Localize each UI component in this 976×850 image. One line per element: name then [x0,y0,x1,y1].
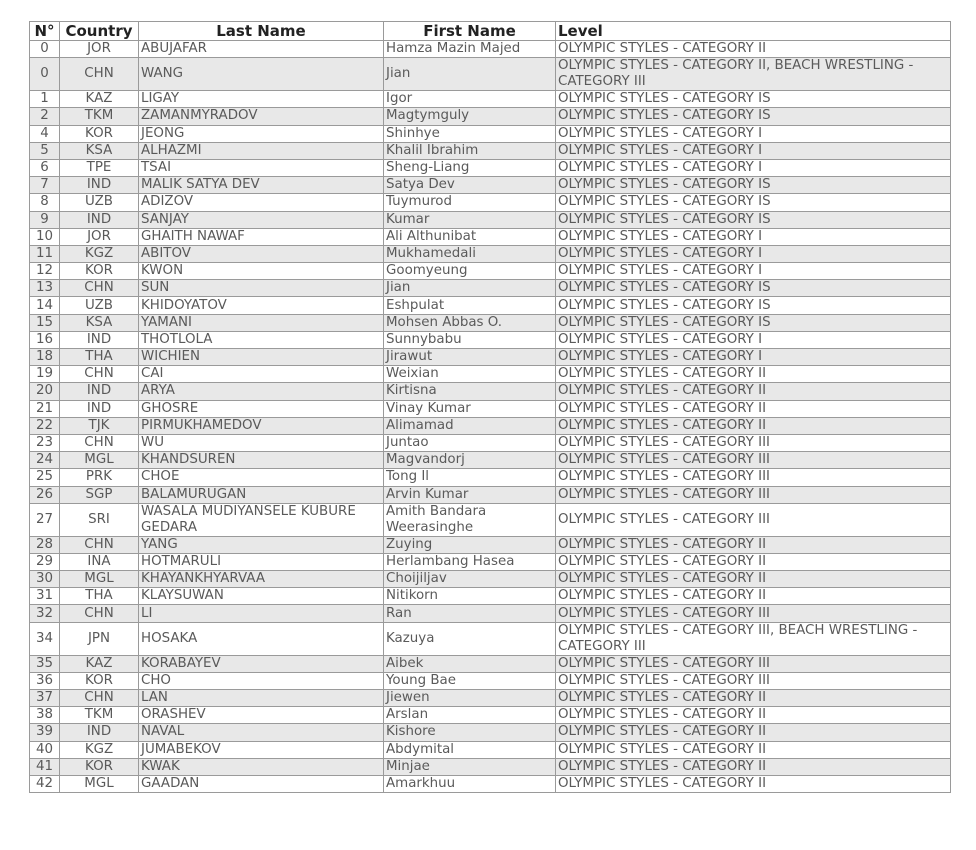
cell-last-name: JUMABEKOV [139,741,384,758]
cell-level: OLYMPIC STYLES - CATEGORY IS [556,314,951,331]
cell-number: 4 [30,125,60,142]
table-row [30,142,951,159]
cell-last-name: YANG [139,536,384,553]
cell-country: KAZ [60,655,139,672]
cell-number: 37 [30,690,60,707]
cell-country: KOR [60,758,139,775]
cell-last-name: ARYA [139,383,384,400]
cell-first-name: Tong Il [384,469,556,486]
cell-country: KOR [60,263,139,280]
table-row [30,314,951,331]
cell-level: OLYMPIC STYLES - CATEGORY III [556,672,951,689]
cell-country: CHN [60,366,139,383]
cell-number: 15 [30,314,60,331]
table-row [30,91,951,108]
table-row [30,741,951,758]
cell-country: CHN [60,58,139,91]
table-row [30,571,951,588]
table-row [30,400,951,417]
cell-level: OLYMPIC STYLES - CATEGORY II, BEACH WRESTLING - CATEGORY III [556,58,951,91]
table-header-row [30,22,951,41]
cell-level: OLYMPIC STYLES - CATEGORY II [556,366,951,383]
cell-country: THA [60,588,139,605]
table-row [30,159,951,176]
table-row [30,41,951,58]
cell-last-name: WASALA MUDIYANSELE KUBURE GEDARA [139,503,384,536]
referees-table [29,21,951,793]
cell-country: SGP [60,486,139,503]
cell-level: OLYMPIC STYLES - CATEGORY II [556,553,951,570]
cell-number: 38 [30,707,60,724]
cell-first-name: Satya Dev [384,177,556,194]
cell-country: CHN [60,605,139,622]
cell-first-name: Juntao [384,434,556,451]
cell-number: 31 [30,588,60,605]
cell-last-name: YAMANI [139,314,384,331]
cell-level: OLYMPIC STYLES - CATEGORY I [556,349,951,366]
cell-number: 28 [30,536,60,553]
cell-country: IND [60,211,139,228]
cell-last-name: CAI [139,366,384,383]
cell-first-name: Minjae [384,758,556,775]
cell-country: IND [60,177,139,194]
cell-country: MGL [60,571,139,588]
cell-country: IND [60,400,139,417]
cell-country: KSA [60,142,139,159]
cell-country: KOR [60,672,139,689]
cell-number: 23 [30,434,60,451]
table-body [30,41,951,793]
cell-first-name: Ali Althunibat [384,228,556,245]
cell-level: OLYMPIC STYLES - CATEGORY II [556,536,951,553]
cell-first-name: Arvin Kumar [384,486,556,503]
cell-level: OLYMPIC STYLES - CATEGORY II [556,588,951,605]
cell-number: 29 [30,553,60,570]
cell-level: OLYMPIC STYLES - CATEGORY IS [556,108,951,125]
cell-country: MGL [60,775,139,792]
cell-last-name: TSAI [139,159,384,176]
cell-country: KAZ [60,91,139,108]
cell-first-name: Vinay Kumar [384,400,556,417]
table-row [30,263,951,280]
cell-number: 41 [30,758,60,775]
header-last-name: Last Name [139,22,384,41]
cell-country: KOR [60,125,139,142]
cell-number: 27 [30,503,60,536]
cell-number: 10 [30,228,60,245]
table-row [30,125,951,142]
cell-last-name: NAVAL [139,724,384,741]
cell-first-name: Arslan [384,707,556,724]
cell-last-name: ORASHEV [139,707,384,724]
cell-last-name: JEONG [139,125,384,142]
table-row [30,503,951,536]
table-row [30,553,951,570]
cell-first-name: Alimamad [384,417,556,434]
cell-first-name: Young Bae [384,672,556,689]
cell-number: 11 [30,245,60,262]
cell-first-name: Mukhamedali [384,245,556,262]
table-row [30,469,951,486]
header-level: Level [556,22,951,41]
cell-first-name: Kirtisna [384,383,556,400]
cell-last-name: KHIDOYATOV [139,297,384,314]
cell-last-name: MALIK SATYA DEV [139,177,384,194]
cell-level: OLYMPIC STYLES - CATEGORY III [556,469,951,486]
cell-level: OLYMPIC STYLES - CATEGORY III [556,503,951,536]
cell-last-name: GHAITH NAWAF [139,228,384,245]
table-row [30,775,951,792]
cell-level: OLYMPIC STYLES - CATEGORY III [556,434,951,451]
cell-first-name: Kazuya [384,622,556,655]
cell-level: OLYMPIC STYLES - CATEGORY IS [556,194,951,211]
table-row [30,297,951,314]
cell-country: KGZ [60,245,139,262]
cell-first-name: Kishore [384,724,556,741]
cell-first-name: Weixian [384,366,556,383]
cell-first-name: Aibek [384,655,556,672]
cell-number: 12 [30,263,60,280]
table-row [30,383,951,400]
cell-last-name: ABUJAFAR [139,41,384,58]
cell-number: 21 [30,400,60,417]
cell-number: 5 [30,142,60,159]
cell-first-name: Jian [384,280,556,297]
cell-level: OLYMPIC STYLES - CATEGORY II [556,758,951,775]
cell-last-name: GAADAN [139,775,384,792]
cell-number: 18 [30,349,60,366]
cell-first-name: Zuying [384,536,556,553]
cell-country: JPN [60,622,139,655]
cell-last-name: ALHAZMI [139,142,384,159]
cell-first-name: Choijiljav [384,571,556,588]
cell-last-name: PIRMUKHAMEDOV [139,417,384,434]
cell-country: TKM [60,707,139,724]
table-row [30,655,951,672]
header-first-name: First Name [384,22,556,41]
cell-level: OLYMPIC STYLES - CATEGORY I [556,142,951,159]
cell-number: 26 [30,486,60,503]
cell-country: JOR [60,41,139,58]
cell-level: OLYMPIC STYLES - CATEGORY IS [556,280,951,297]
cell-last-name: WU [139,434,384,451]
cell-level: OLYMPIC STYLES - CATEGORY II [556,383,951,400]
table-row [30,536,951,553]
cell-number: 9 [30,211,60,228]
cell-last-name: ZAMANMYRADOV [139,108,384,125]
cell-first-name: Sheng-Liang [384,159,556,176]
referees-table-container [29,21,951,793]
table-row [30,108,951,125]
cell-first-name: Abdymital [384,741,556,758]
cell-number: 1 [30,91,60,108]
cell-number: 36 [30,672,60,689]
cell-last-name: GHOSRE [139,400,384,417]
cell-first-name: Goomyeung [384,263,556,280]
cell-first-name: Magvandorj [384,452,556,469]
cell-first-name: Tuymurod [384,194,556,211]
cell-country: TPE [60,159,139,176]
table-row [30,211,951,228]
cell-last-name: CHOE [139,469,384,486]
cell-last-name: LI [139,605,384,622]
cell-country: KGZ [60,741,139,758]
cell-first-name: Herlambang Hasea [384,553,556,570]
cell-level: OLYMPIC STYLES - CATEGORY I [556,245,951,262]
cell-number: 32 [30,605,60,622]
cell-last-name: KWON [139,263,384,280]
table-row [30,690,951,707]
cell-last-name: HOTMARULI [139,553,384,570]
cell-number: 16 [30,331,60,348]
table-row [30,280,951,297]
cell-number: 19 [30,366,60,383]
cell-level: OLYMPIC STYLES - CATEGORY II [556,417,951,434]
cell-last-name: KORABAYEV [139,655,384,672]
cell-country: CHN [60,280,139,297]
cell-first-name: Magtymguly [384,108,556,125]
cell-first-name: Sunnybabu [384,331,556,348]
table-row [30,724,951,741]
table-row [30,605,951,622]
cell-number: 7 [30,177,60,194]
cell-level: OLYMPIC STYLES - CATEGORY III, BEACH WRESTLING - CATEGORY III [556,622,951,655]
header-number: N° [30,22,60,41]
cell-number: 30 [30,571,60,588]
cell-level: OLYMPIC STYLES - CATEGORY I [556,331,951,348]
cell-last-name: KHANDSUREN [139,452,384,469]
cell-level: OLYMPIC STYLES - CATEGORY III [556,452,951,469]
cell-level: OLYMPIC STYLES - CATEGORY III [556,605,951,622]
table-row [30,331,951,348]
cell-number: 14 [30,297,60,314]
cell-last-name: LIGAY [139,91,384,108]
cell-level: OLYMPIC STYLES - CATEGORY II [556,775,951,792]
cell-first-name: Ran [384,605,556,622]
table-row [30,245,951,262]
table-row [30,758,951,775]
cell-country: PRK [60,469,139,486]
cell-last-name: CHO [139,672,384,689]
cell-first-name: Jiewen [384,690,556,707]
cell-level: OLYMPIC STYLES - CATEGORY IS [556,297,951,314]
table-row [30,58,951,91]
table-row [30,228,951,245]
cell-country: IND [60,383,139,400]
cell-number: 0 [30,58,60,91]
cell-last-name: KLAYSUWAN [139,588,384,605]
cell-last-name: THOTLOLA [139,331,384,348]
table-row [30,452,951,469]
cell-last-name: WANG [139,58,384,91]
cell-country: MGL [60,452,139,469]
cell-country: JOR [60,228,139,245]
cell-number: 34 [30,622,60,655]
cell-country: KSA [60,314,139,331]
table-row [30,417,951,434]
table-row [30,434,951,451]
cell-country: INA [60,553,139,570]
cell-level: OLYMPIC STYLES - CATEGORY I [556,228,951,245]
cell-number: 2 [30,108,60,125]
cell-level: OLYMPIC STYLES - CATEGORY IS [556,91,951,108]
cell-level: OLYMPIC STYLES - CATEGORY II [556,41,951,58]
table-row [30,707,951,724]
cell-number: 8 [30,194,60,211]
cell-number: 35 [30,655,60,672]
cell-last-name: SANJAY [139,211,384,228]
cell-number: 13 [30,280,60,297]
cell-level: OLYMPIC STYLES - CATEGORY IS [556,177,951,194]
cell-level: OLYMPIC STYLES - CATEGORY II [556,724,951,741]
table-row [30,486,951,503]
cell-country: UZB [60,297,139,314]
cell-country: CHN [60,536,139,553]
cell-country: IND [60,331,139,348]
cell-country: IND [60,724,139,741]
cell-last-name: BALAMURUGAN [139,486,384,503]
cell-first-name: Jian [384,58,556,91]
cell-last-name: LAN [139,690,384,707]
cell-number: 22 [30,417,60,434]
cell-last-name: SUN [139,280,384,297]
table-row [30,672,951,689]
cell-first-name: Igor [384,91,556,108]
cell-level: OLYMPIC STYLES - CATEGORY III [556,655,951,672]
table-row [30,177,951,194]
cell-first-name: Amith Bandara Weerasinghe [384,503,556,536]
cell-number: 24 [30,452,60,469]
cell-first-name: Mohsen Abbas O. [384,314,556,331]
cell-last-name: ADIZOV [139,194,384,211]
cell-last-name: KWAK [139,758,384,775]
cell-country: UZB [60,194,139,211]
cell-first-name: Kumar [384,211,556,228]
cell-level: OLYMPIC STYLES - CATEGORY II [556,741,951,758]
cell-number: 0 [30,41,60,58]
cell-number: 42 [30,775,60,792]
cell-level: OLYMPIC STYLES - CATEGORY I [556,263,951,280]
cell-last-name: HOSAKA [139,622,384,655]
table-row [30,588,951,605]
cell-last-name: ABITOV [139,245,384,262]
cell-last-name: KHAYANKHYARVAA [139,571,384,588]
cell-number: 25 [30,469,60,486]
table-row [30,349,951,366]
cell-country: CHN [60,434,139,451]
table-row [30,366,951,383]
cell-first-name: Jirawut [384,349,556,366]
cell-last-name: WICHIEN [139,349,384,366]
cell-number: 40 [30,741,60,758]
cell-level: OLYMPIC STYLES - CATEGORY I [556,159,951,176]
cell-country: SRI [60,503,139,536]
cell-number: 39 [30,724,60,741]
table-row [30,622,951,655]
cell-country: TJK [60,417,139,434]
cell-level: OLYMPIC STYLES - CATEGORY I [556,125,951,142]
cell-level: OLYMPIC STYLES - CATEGORY III [556,486,951,503]
header-country: Country [60,22,139,41]
cell-first-name: Eshpulat [384,297,556,314]
cell-country: THA [60,349,139,366]
cell-level: OLYMPIC STYLES - CATEGORY IS [556,211,951,228]
cell-first-name: Amarkhuu [384,775,556,792]
cell-number: 6 [30,159,60,176]
table-row [30,194,951,211]
cell-level: OLYMPIC STYLES - CATEGORY II [556,690,951,707]
cell-number: 20 [30,383,60,400]
cell-country: CHN [60,690,139,707]
cell-level: OLYMPIC STYLES - CATEGORY II [556,571,951,588]
cell-country: TKM [60,108,139,125]
cell-first-name: Khalil Ibrahim [384,142,556,159]
cell-first-name: Nitikorn [384,588,556,605]
cell-level: OLYMPIC STYLES - CATEGORY II [556,707,951,724]
cell-first-name: Shinhye [384,125,556,142]
cell-first-name: Hamza Mazin Majed [384,41,556,58]
cell-level: OLYMPIC STYLES - CATEGORY II [556,400,951,417]
